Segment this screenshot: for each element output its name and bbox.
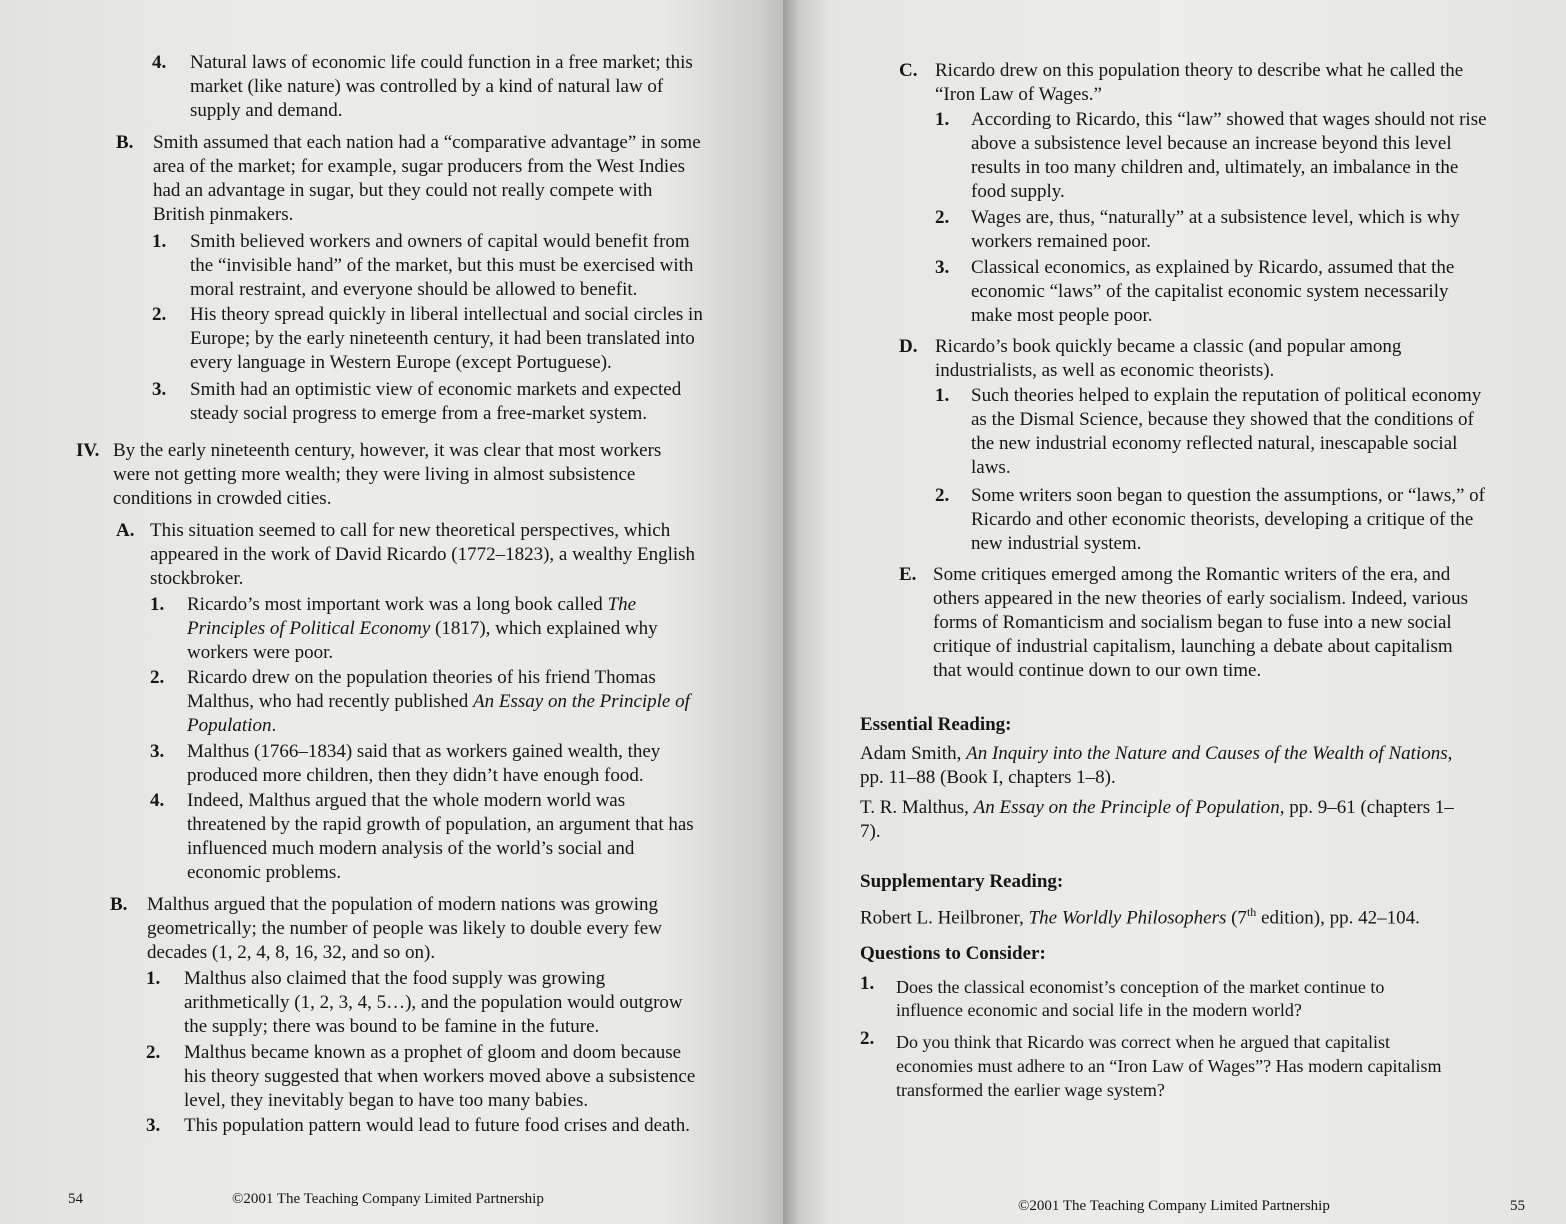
book-title: An Essay on the Principle of Population xyxy=(973,797,1280,818)
item-number: 4. xyxy=(152,52,167,73)
text-line: area of the market; for example, sugar producers from the West Indies xyxy=(153,156,686,177)
text-line: make most people poor. xyxy=(971,305,1153,326)
item-letter: B. xyxy=(110,894,128,915)
book-title: Principles of Political Economy xyxy=(187,618,431,639)
text-line: Malthus became known as a prophet of gloom and doom because xyxy=(184,1042,682,1063)
text-run: (1817), which explained why xyxy=(430,618,658,639)
text-line xyxy=(187,690,690,714)
text-line: Smith believed workers and owners of capital would benefit from xyxy=(190,231,690,252)
text-line: Malthus argued that the population of modern nations was growing xyxy=(147,894,658,915)
text-line: According to Ricardo, this “law” showed that wages should not rise xyxy=(971,109,1487,130)
text-line: as the Dismal Science, because they showed that the conditions of xyxy=(971,409,1474,430)
page-number: 54 xyxy=(68,1191,83,1207)
item-number: 3. xyxy=(935,257,950,278)
supplementary-reading-heading: Supplementary Reading: xyxy=(860,871,1064,892)
item-number: 3. xyxy=(152,379,167,400)
text-line: geometrically; the number of people was likely to double every few xyxy=(147,918,662,939)
reference-line xyxy=(860,796,1454,820)
text-line: appeared in the work of David Ricardo (1772–1823), a wealthy English xyxy=(150,544,696,565)
text-line: workers remained poor. xyxy=(971,231,1151,252)
question-line: transformed the earlier wage system? xyxy=(896,1080,1165,1100)
text-line: decades (1, 2, 4, 8, 16, 32, and so on). xyxy=(147,942,436,963)
text-run: T. R. Malthus, xyxy=(860,797,974,818)
text-run: . xyxy=(271,715,277,736)
text-line: above a subsistence level because an increase beyond this level xyxy=(971,133,1452,154)
text-line: British pinmakers. xyxy=(153,204,294,225)
text-line: the “invisible hand” of the market, but this must be exercised with xyxy=(190,255,694,276)
text-line: Europe; by the early nineteenth century, it had been translated into xyxy=(190,328,695,349)
text-line: his theory suggested that when workers moved above a subsistence xyxy=(184,1066,696,1087)
reference-line xyxy=(860,742,1452,766)
item-number: 3. xyxy=(150,741,165,762)
text-line: level, they inevitably began to have too many babies. xyxy=(184,1090,589,1111)
text-line: Smith assumed that each nation had a “comparative advantage” in some xyxy=(153,132,701,153)
text-run: Ricardo’s most important work was a long book called xyxy=(187,594,608,615)
text-line: workers were poor. xyxy=(187,642,334,663)
text-line: threatened by the rapid growth of population, an argument that has xyxy=(187,814,694,835)
text-line: By the early nineteenth century, however, it was clear that most workers xyxy=(113,440,662,461)
item-number: 1. xyxy=(935,109,950,130)
text-line: were not getting more wealth; they were living in almost subsistence xyxy=(113,464,636,485)
text-line: Some writers soon began to question the assumptions, or “laws,” of xyxy=(971,485,1485,506)
text-line: economic “laws” of the capitalist economic system necessarily xyxy=(971,281,1449,302)
text-line: results in too many children and, ultimately, an imbalance in the xyxy=(971,157,1459,178)
question-line: influence economic and social life in the modern world? xyxy=(896,1000,1302,1020)
item-number: 2. xyxy=(150,667,165,688)
text-line: Ricardo and other economic theorists, developing a critique of the xyxy=(971,509,1474,530)
item-letter: B. xyxy=(116,132,134,153)
page-number: 55 xyxy=(1510,1198,1525,1214)
text-line: Classical economics, as explained by Ricardo, assumed that the xyxy=(971,257,1455,278)
text-run: Malthus, who had recently published xyxy=(187,691,474,712)
question-line: economies must adhere to an “Iron Law of Wages”? Has modern capitalism xyxy=(896,1056,1442,1076)
item-number: 1. xyxy=(152,231,167,252)
text-line: the new industrial economy reflected natural, inescapable social xyxy=(971,433,1458,454)
text-run: , xyxy=(1447,743,1453,764)
text-line: Ricardo drew on the population theories of his friend Thomas xyxy=(187,667,656,688)
text-line: moral restraint, and everyone should be allowed to benefit. xyxy=(190,279,638,300)
section-numeral: IV. xyxy=(76,440,100,461)
book-title: The xyxy=(607,594,637,615)
item-number: 1. xyxy=(146,968,161,989)
item-number: 3. xyxy=(146,1115,161,1136)
text-line: Wages are, thus, “naturally” at a subsistence level, which is why xyxy=(971,207,1460,228)
text-line: stockbroker. xyxy=(150,568,244,589)
text-run: , pp. 9–61 (chapters 1– xyxy=(1279,797,1454,818)
right-page xyxy=(783,0,1566,1224)
reference-line: pp. 11–88 (Book I, chapters 1–8). xyxy=(860,767,1116,788)
text-line: every language in Western Europe (except Portuguese). xyxy=(190,352,612,373)
book-title: An Inquiry into the Nature and Causes of the Wealth of Nations xyxy=(966,743,1448,764)
text-run: edition), pp. 42–104. xyxy=(1256,907,1420,929)
text-line: economic problems. xyxy=(187,862,342,883)
item-number: 4. xyxy=(150,790,165,811)
text-line: forms of Romanticism and socialism began to fuse into a new social xyxy=(933,612,1452,633)
text-line: Some critiques emerged among the Romantic writers of the era, and xyxy=(933,564,1451,585)
essential-reading-heading: Essential Reading: xyxy=(860,714,1012,735)
text-line: food supply. xyxy=(971,181,1065,202)
text-line xyxy=(187,617,658,641)
text-line: Such theories helped to explain the reputation of political economy xyxy=(971,385,1482,406)
text-line: Malthus (1766–1834) said that as workers gained wealth, they xyxy=(187,741,661,762)
item-letter: A. xyxy=(116,520,135,541)
book-title: The Worldly Philosophers xyxy=(1028,907,1227,929)
text-line: laws. xyxy=(971,457,1011,478)
text-line: “Iron Law of Wages.” xyxy=(935,84,1102,105)
superscript: th xyxy=(1246,905,1257,919)
text-line: others appeared in the new theories of early socialism. Indeed, various xyxy=(933,588,1468,609)
book-title: Population xyxy=(187,715,272,736)
text-run: Robert L. Heilbroner, xyxy=(860,907,1029,929)
text-line: Smith had an optimistic view of economic markets and expected xyxy=(190,379,682,400)
text-line: This population pattern would lead to future food crises and death. xyxy=(184,1115,691,1136)
text-line: arithmetically (1, 2, 3, 4, 5…), and the population would outgrow xyxy=(184,992,683,1013)
item-number: 1. xyxy=(935,385,950,406)
text-line: His theory spread quickly in liberal intellectual and social circles in xyxy=(190,304,703,325)
item-letter: D. xyxy=(899,336,918,357)
item-number: 2. xyxy=(935,207,950,228)
copyright-footer: ©2001 The Teaching Company Limited Partnership xyxy=(232,1191,544,1207)
reference-line: 7). xyxy=(860,821,881,842)
text-line: the supply; there was bound to be famine in the future. xyxy=(184,1016,600,1037)
text-line: Ricardo drew on this population theory to describe what he called the xyxy=(935,60,1464,81)
copyright-footer: ©2001 The Teaching Company Limited Partnership xyxy=(1018,1198,1330,1214)
item-number: 2. xyxy=(146,1042,161,1063)
text-line: produced more children, then they didn’t have enough food. xyxy=(187,765,644,786)
text-line: that would continue down to our own time. xyxy=(933,660,1262,681)
text-line: had an advantage in sugar, but they could not really compete with xyxy=(153,180,653,201)
item-letter: E. xyxy=(899,564,917,585)
questions-heading: Questions to Consider: xyxy=(860,943,1046,964)
text-line: Ricardo’s book quickly became a classic (and popular among xyxy=(935,336,1402,357)
text-line: critique of industrial capitalism, launching a debate about capitalism xyxy=(933,636,1453,657)
text-line: industrialists, as well as economic theorists). xyxy=(935,360,1275,381)
text-line: supply and demand. xyxy=(190,100,343,121)
text-line: Indeed, Malthus argued that the whole modern world was xyxy=(187,790,626,811)
question-line: Do you think that Ricardo was correct when he argued that capitalist xyxy=(896,1032,1391,1052)
text-line xyxy=(187,593,636,617)
question-number: 2. xyxy=(860,1028,875,1049)
book-title: An Essay on the Principle of xyxy=(473,691,690,712)
text-line: market (like nature) was controlled by a kind of natural law of xyxy=(190,76,664,97)
question-line: Does the classical economist’s conception of the market continue to xyxy=(896,977,1385,997)
text-line: This situation seemed to call for new theoretical perspectives, which xyxy=(150,520,671,541)
text-line: steady social progress to emerge from a free-market system. xyxy=(190,403,648,424)
text-run: Adam Smith, xyxy=(860,743,967,764)
text-run: (7 xyxy=(1226,907,1247,929)
text-line: new industrial system. xyxy=(971,533,1142,554)
text-line: influenced much modern analysis of the world’s social and xyxy=(187,838,635,859)
text-line: conditions in crowded cities. xyxy=(113,488,332,509)
item-letter: C. xyxy=(899,60,918,81)
reference-line xyxy=(860,900,1420,930)
text-line xyxy=(187,714,276,738)
text-line: Malthus also claimed that the food supply was growing xyxy=(184,968,606,989)
text-line: Natural laws of economic life could function in a free market; this xyxy=(190,52,693,73)
item-number: 1. xyxy=(150,594,165,615)
item-number: 2. xyxy=(935,485,950,506)
item-number: 2. xyxy=(152,304,167,325)
question-number: 1. xyxy=(860,973,875,994)
